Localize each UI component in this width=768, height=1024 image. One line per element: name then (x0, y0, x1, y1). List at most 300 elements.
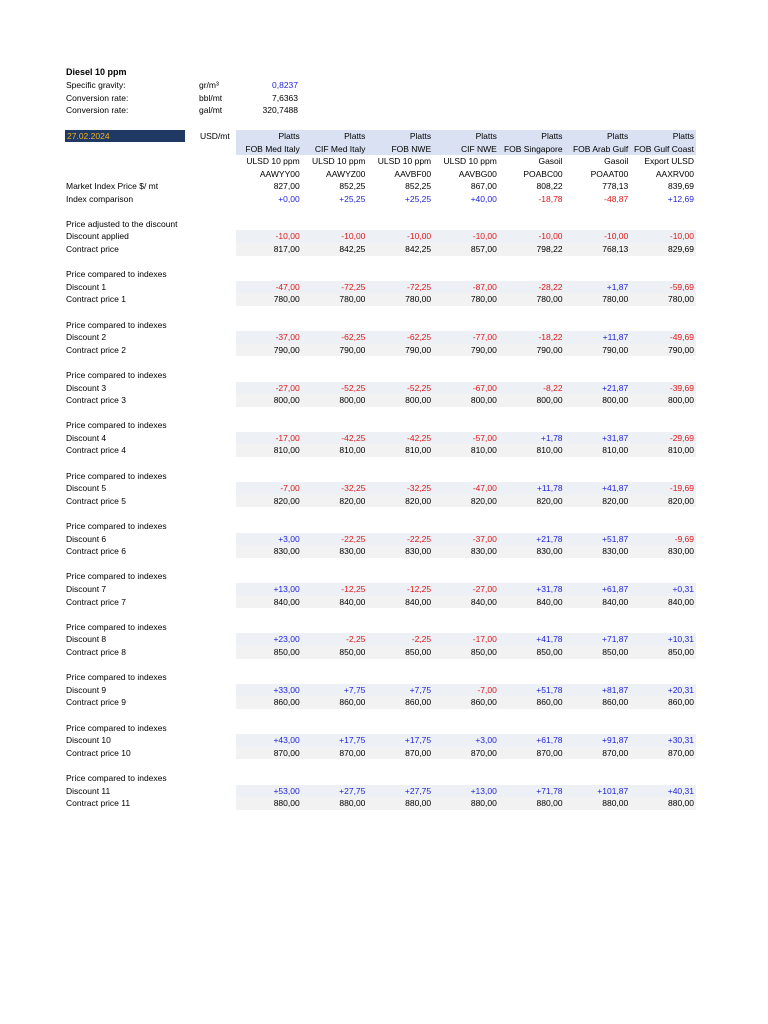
value-cell: 870,00 (470, 747, 497, 758)
value-cell: 852,25 (405, 181, 432, 191)
section-heading (66, 570, 696, 583)
value-cell: 870,00 (536, 747, 563, 758)
value-cell: +11,78 (536, 483, 563, 494)
value-cell: -10,00 (604, 231, 629, 242)
row-values (236, 621, 696, 634)
contract-price-row (66, 747, 696, 760)
value-cell: 808,22 (536, 181, 563, 191)
value-cell: 780,00 (339, 294, 366, 305)
contract-price-row (66, 444, 696, 457)
value-cell: 860,00 (667, 697, 694, 708)
parameter-label: Conversion rate: (66, 105, 129, 115)
header-cell: Platts (672, 131, 694, 141)
row-values (236, 797, 696, 810)
header-cell: Platts (409, 131, 432, 141)
value-cell: 840,00 (602, 596, 629, 607)
row-label: Price compared to indexes (66, 521, 167, 532)
row-label: Discount 7 (66, 584, 107, 594)
value-cell: +25,25 (404, 193, 432, 204)
value-cell: 840,00 (536, 596, 563, 607)
discount-row (66, 734, 696, 747)
row-values (236, 394, 696, 407)
row-label: Discount 2 (66, 332, 107, 343)
discount-row (66, 684, 696, 697)
discount-row (66, 281, 696, 294)
row-label: Price compared to indexes (66, 772, 167, 783)
value-cell: 840,00 (273, 596, 300, 607)
spacer-row (66, 507, 696, 520)
header-cell: FOB Med Italy (245, 143, 300, 154)
row-values (236, 671, 696, 684)
row-label: Contract price 7 (66, 596, 126, 607)
value-cell: 830,00 (470, 546, 497, 557)
row-label: Contract price 10 (66, 747, 131, 758)
header-cell: AAXRV00 (655, 168, 694, 179)
value-cell: +53,00 (273, 785, 300, 796)
value-cell: -52,25 (407, 382, 432, 393)
row-label: Contract price 11 (66, 798, 131, 809)
row-values (236, 180, 696, 193)
value-cell: 867,00 (470, 181, 497, 191)
discount-row (66, 482, 696, 495)
contract-price-row (66, 646, 696, 659)
value-cell: -59,69 (669, 281, 694, 292)
value-cell: 850,00 (470, 646, 497, 657)
spacer-row (66, 356, 696, 369)
market-index-row (66, 180, 696, 193)
parameter-label: Conversion rate: (66, 92, 129, 103)
value-cell: +10,31 (667, 634, 694, 645)
row-label: Discount 6 (66, 533, 107, 544)
section-heading (66, 772, 696, 785)
section-heading (66, 319, 696, 332)
row-label: Contract price 2 (66, 344, 126, 355)
row-values (236, 293, 696, 306)
value-cell: -12,25 (341, 584, 366, 594)
header-cell: FOB Singapore (503, 143, 563, 154)
value-cell: 870,00 (405, 747, 432, 758)
discount-row (66, 331, 696, 344)
header-cell: ULSD 10 ppm (246, 156, 300, 167)
value-cell: 870,00 (273, 747, 300, 758)
header-cell: FOB NWE (391, 143, 432, 154)
value-cell: 817,00 (273, 243, 300, 254)
value-cell: 780,00 (667, 294, 694, 305)
value-cell: 768,13 (602, 243, 629, 254)
row-label: Price compared to indexes (66, 369, 167, 380)
value-cell: 860,00 (470, 697, 497, 708)
value-cell: 820,00 (273, 495, 300, 506)
row-label: Price compared to indexes (66, 621, 167, 632)
value-cell: 800,00 (667, 395, 694, 406)
value-cell: 810,00 (273, 445, 300, 456)
value-cell: 790,00 (273, 344, 300, 355)
header-cell: Export ULSD (644, 156, 694, 167)
row-label: Discount 8 (66, 634, 107, 645)
spacer-row (66, 759, 696, 772)
spacer-row (66, 457, 696, 470)
value-cell: -10,00 (472, 231, 497, 242)
value-cell: 829,69 (667, 243, 694, 254)
row-values (236, 482, 696, 495)
value-cell: -27,00 (472, 584, 497, 594)
value-cell: +3,00 (278, 533, 300, 544)
value-cell: -37,00 (472, 533, 497, 544)
value-cell: +101,87 (597, 785, 629, 796)
value-cell: +51,78 (536, 684, 563, 695)
value-cell: +21,78 (536, 533, 563, 544)
row-values (236, 583, 696, 596)
value-cell: 820,00 (339, 495, 366, 506)
value-cell: -77,00 (472, 332, 497, 343)
contract-price-row (66, 394, 696, 407)
contract-price-row (66, 545, 696, 558)
header-cell: Platts (278, 131, 300, 141)
row-values (236, 772, 696, 785)
value-cell: -9,69 (674, 533, 694, 544)
row-values (236, 684, 696, 697)
value-cell: -42,25 (407, 432, 432, 443)
row-label: Discount 9 (66, 684, 107, 695)
value-cell: 880,00 (273, 798, 300, 809)
section-heading (66, 419, 696, 432)
value-cell: +3,00 (475, 735, 497, 746)
section-heading (66, 722, 696, 735)
value-cell: 800,00 (470, 395, 497, 406)
value-cell: +17,75 (339, 735, 366, 746)
spacer-row (66, 306, 696, 319)
row-label: Price compared to indexes (66, 470, 167, 481)
value-cell: +21,87 (602, 382, 629, 393)
value-cell: -52,25 (341, 382, 366, 393)
value-cell: -19,69 (669, 483, 694, 494)
value-cell: -72,25 (407, 281, 432, 292)
value-cell: -72,25 (341, 281, 366, 292)
parameter-row (66, 79, 306, 91)
value-cell: 800,00 (273, 395, 300, 406)
parameter-row (66, 92, 306, 104)
value-cell: 880,00 (339, 798, 366, 809)
value-cell: 860,00 (602, 697, 629, 708)
discount-row (66, 382, 696, 395)
row-label: Discount 3 (66, 382, 107, 393)
row-values (236, 331, 696, 344)
header-cell: Gasoil (604, 156, 629, 167)
row-label: Contract price 3 (66, 395, 126, 406)
value-cell: 820,00 (405, 495, 432, 506)
value-cell: 800,00 (536, 395, 563, 406)
parameter-label: Specific gravity: (66, 80, 126, 90)
row-values (236, 319, 696, 332)
row-values (236, 646, 696, 659)
value-cell: 880,00 (536, 798, 563, 809)
value-cell: -27,00 (275, 382, 300, 393)
value-cell: -49,69 (669, 332, 694, 343)
row-values (236, 495, 696, 508)
header-cell: POAAT00 (590, 168, 629, 179)
row-values (236, 734, 696, 747)
value-cell: 830,00 (602, 546, 629, 557)
value-cell: 840,00 (470, 596, 497, 607)
value-cell: +61,78 (536, 735, 563, 746)
value-cell: 852,25 (339, 181, 366, 191)
value-cell: 780,00 (470, 294, 497, 305)
header-row-product (236, 155, 696, 168)
contract-price-row (66, 293, 696, 306)
value-cell: +13,00 (273, 584, 300, 594)
value-cell: -48,87 (604, 193, 629, 204)
value-cell: -17,00 (472, 634, 497, 645)
contract-price-row (66, 797, 696, 810)
discount-row (66, 583, 696, 596)
value-cell: 790,00 (339, 344, 366, 355)
parameter-value: 7,6363 (272, 92, 298, 103)
value-cell: 820,00 (470, 495, 497, 506)
value-cell: 800,00 (602, 395, 629, 406)
value-cell: +30,31 (667, 735, 694, 746)
row-values (236, 344, 696, 357)
value-cell: 860,00 (405, 697, 432, 708)
value-cell: 860,00 (273, 697, 300, 708)
row-label: Price adjusted to the discount (66, 218, 178, 229)
header-cell: Platts (607, 131, 629, 141)
value-cell: 850,00 (667, 646, 694, 657)
value-cell: +23,00 (273, 634, 300, 645)
section-heading (66, 671, 696, 684)
value-cell: -29,69 (669, 432, 694, 443)
value-cell: -22,25 (407, 533, 432, 544)
value-cell: 857,00 (470, 243, 497, 254)
parameter-unit: gr/m³ (199, 80, 219, 90)
parameter-value: 0,8237 (272, 80, 298, 90)
value-cell: -2,25 (346, 634, 366, 645)
row-values (236, 785, 696, 798)
row-label: Discount applied (66, 231, 129, 242)
spacer-row (66, 407, 696, 420)
row-label: Price compared to indexes (66, 571, 167, 582)
header-cell: ULSD 10 ppm (443, 156, 497, 167)
value-cell: +41,87 (602, 483, 629, 494)
header-cell: CIF Med Italy (314, 143, 366, 154)
header-cell: Platts (344, 131, 366, 141)
value-cell: -7,00 (280, 483, 300, 494)
value-cell: +43,00 (273, 735, 300, 746)
value-cell: 790,00 (405, 344, 432, 355)
spacer-row (66, 608, 696, 621)
header-cell: Gasoil (538, 156, 563, 167)
header-cell: CIF NWE (460, 143, 497, 154)
value-cell: 870,00 (339, 747, 366, 758)
value-cell: 810,00 (667, 445, 694, 456)
row-label: Contract price (66, 243, 119, 254)
value-cell: -10,00 (275, 231, 300, 242)
value-cell: 860,00 (536, 697, 563, 708)
value-cell: 830,00 (339, 546, 366, 557)
spacer-row (66, 659, 696, 672)
value-cell: -28,22 (538, 281, 563, 292)
row-values (236, 268, 696, 281)
value-cell: 780,00 (602, 294, 629, 305)
row-label: Discount 5 (66, 483, 107, 494)
row-values (236, 633, 696, 646)
value-cell: -62,25 (407, 332, 432, 343)
row-label: Contract price 4 (66, 445, 126, 456)
parameter-value: 320,7488 (262, 105, 298, 115)
row-label: Price compared to indexes (66, 420, 167, 431)
value-cell: +7,75 (343, 684, 366, 695)
row-label: Price compared to indexes (66, 672, 167, 683)
value-cell: -17,00 (275, 432, 300, 443)
row-values (236, 432, 696, 445)
value-cell: +17,75 (404, 735, 432, 746)
value-cell: +51,87 (602, 533, 629, 544)
row-label: Contract price 9 (66, 697, 126, 708)
value-cell: 870,00 (602, 747, 629, 758)
row-values (236, 369, 696, 382)
value-cell: -67,00 (472, 382, 497, 393)
row-values (236, 520, 696, 533)
row-values (236, 696, 696, 709)
row-label: Discount 4 (66, 432, 107, 443)
header-cell: AAVBG00 (458, 168, 497, 179)
header-row-source (236, 130, 696, 143)
header-cell: AAVBF00 (394, 168, 432, 179)
value-cell: -8,22 (543, 382, 563, 393)
row-label: Contract price 8 (66, 646, 126, 657)
value-cell: +31,78 (536, 584, 563, 594)
value-cell: +71,78 (536, 785, 563, 796)
value-cell: 810,00 (602, 445, 629, 456)
header-cell: Platts (541, 131, 563, 141)
value-cell: +40,00 (470, 193, 497, 204)
header-cell: FOB Gulf Coast (633, 143, 694, 154)
value-cell: 830,00 (273, 546, 300, 557)
value-cell: -10,00 (669, 231, 694, 242)
value-cell: 880,00 (667, 798, 694, 809)
value-cell: 790,00 (536, 344, 563, 355)
value-cell: +0,31 (672, 584, 694, 594)
row-label: Market Index Price $/ mt (66, 181, 159, 191)
value-cell: 880,00 (405, 798, 432, 809)
row-values (236, 419, 696, 432)
value-cell: -42,25 (341, 432, 366, 443)
value-cell: +81,87 (602, 684, 629, 695)
row-label: Price compared to indexes (66, 269, 167, 280)
section-heading (66, 621, 696, 634)
value-cell: 840,00 (667, 596, 694, 607)
value-cell: 790,00 (470, 344, 497, 355)
value-cell: 810,00 (339, 445, 366, 456)
value-cell: 778,13 (602, 181, 629, 191)
value-cell: 842,25 (405, 243, 432, 254)
discount-row (66, 785, 696, 798)
row-label: Price compared to indexes (66, 319, 167, 330)
value-cell: 830,00 (667, 546, 694, 557)
parameter-row (66, 104, 306, 116)
value-cell: -32,25 (407, 483, 432, 494)
row-label: Discount 11 (66, 785, 111, 796)
header-cell: AAWYZ00 (326, 168, 366, 179)
discount-row (66, 432, 696, 445)
doc-title: Diesel 10 ppm (66, 67, 127, 77)
row-values (236, 281, 696, 294)
value-cell: 830,00 (405, 546, 432, 557)
value-cell: +1,78 (541, 432, 563, 443)
row-label: Index comparison (66, 193, 134, 204)
value-cell: -18,22 (538, 332, 563, 343)
value-cell: +25,25 (339, 193, 366, 204)
value-cell: 810,00 (470, 445, 497, 456)
price-table (66, 180, 696, 810)
value-cell: 827,00 (273, 181, 300, 191)
value-cell: +11,87 (602, 332, 629, 343)
value-cell: 800,00 (339, 395, 366, 406)
contract-price-row (66, 344, 696, 357)
column-header (236, 130, 696, 180)
value-cell: -37,00 (275, 332, 300, 343)
value-cell: -62,25 (341, 332, 366, 343)
value-cell: 839,69 (667, 181, 694, 191)
contract-price-row (66, 495, 696, 508)
spacer-row (66, 256, 696, 269)
value-cell: +13,00 (470, 785, 497, 796)
date-cell: 27.02.2024 (65, 130, 185, 142)
row-label: Contract price 5 (66, 495, 126, 506)
header-cell: ULSD 10 ppm (312, 156, 366, 167)
value-cell: 840,00 (405, 596, 432, 607)
row-label: Contract price 1 (66, 294, 126, 305)
value-cell: +40,31 (667, 785, 694, 796)
value-cell: 800,00 (405, 395, 432, 406)
value-cell: +71,87 (602, 634, 629, 645)
value-cell: 798,22 (536, 243, 563, 254)
section-heading (66, 268, 696, 281)
row-values (236, 382, 696, 395)
discount-row (66, 533, 696, 546)
value-cell: -12,25 (407, 584, 432, 594)
value-cell: 880,00 (470, 798, 497, 809)
value-cell: -57,00 (472, 432, 497, 443)
row-values (236, 596, 696, 609)
row-values (236, 533, 696, 546)
currency-unit-label: USD/mt (200, 131, 230, 141)
value-cell: +31,87 (602, 432, 629, 443)
value-cell: 820,00 (667, 495, 694, 506)
header-cell: POABC00 (523, 168, 563, 179)
contract-price-row (66, 696, 696, 709)
value-cell: -32,25 (341, 483, 366, 494)
value-cell: -10,00 (538, 231, 563, 242)
value-cell: +20,31 (667, 684, 694, 695)
value-cell: -47,00 (472, 483, 497, 494)
header-cell: ULSD 10 ppm (377, 156, 432, 167)
row-values (236, 230, 696, 243)
header-cell: Platts (475, 131, 497, 141)
value-cell: 860,00 (339, 697, 366, 708)
value-cell: -47,00 (275, 281, 300, 292)
row-label: Discount 10 (66, 735, 111, 746)
header-row-name (236, 143, 696, 156)
value-cell: +91,87 (602, 735, 629, 746)
discount-applied-row (66, 230, 696, 243)
header-cell: AAWYY00 (259, 168, 300, 179)
value-cell: 780,00 (405, 294, 432, 305)
value-cell: 870,00 (667, 747, 694, 758)
row-values (236, 722, 696, 735)
value-cell: +41,78 (536, 634, 563, 645)
value-cell: +7,75 (409, 684, 432, 695)
value-cell: -10,00 (407, 231, 432, 242)
